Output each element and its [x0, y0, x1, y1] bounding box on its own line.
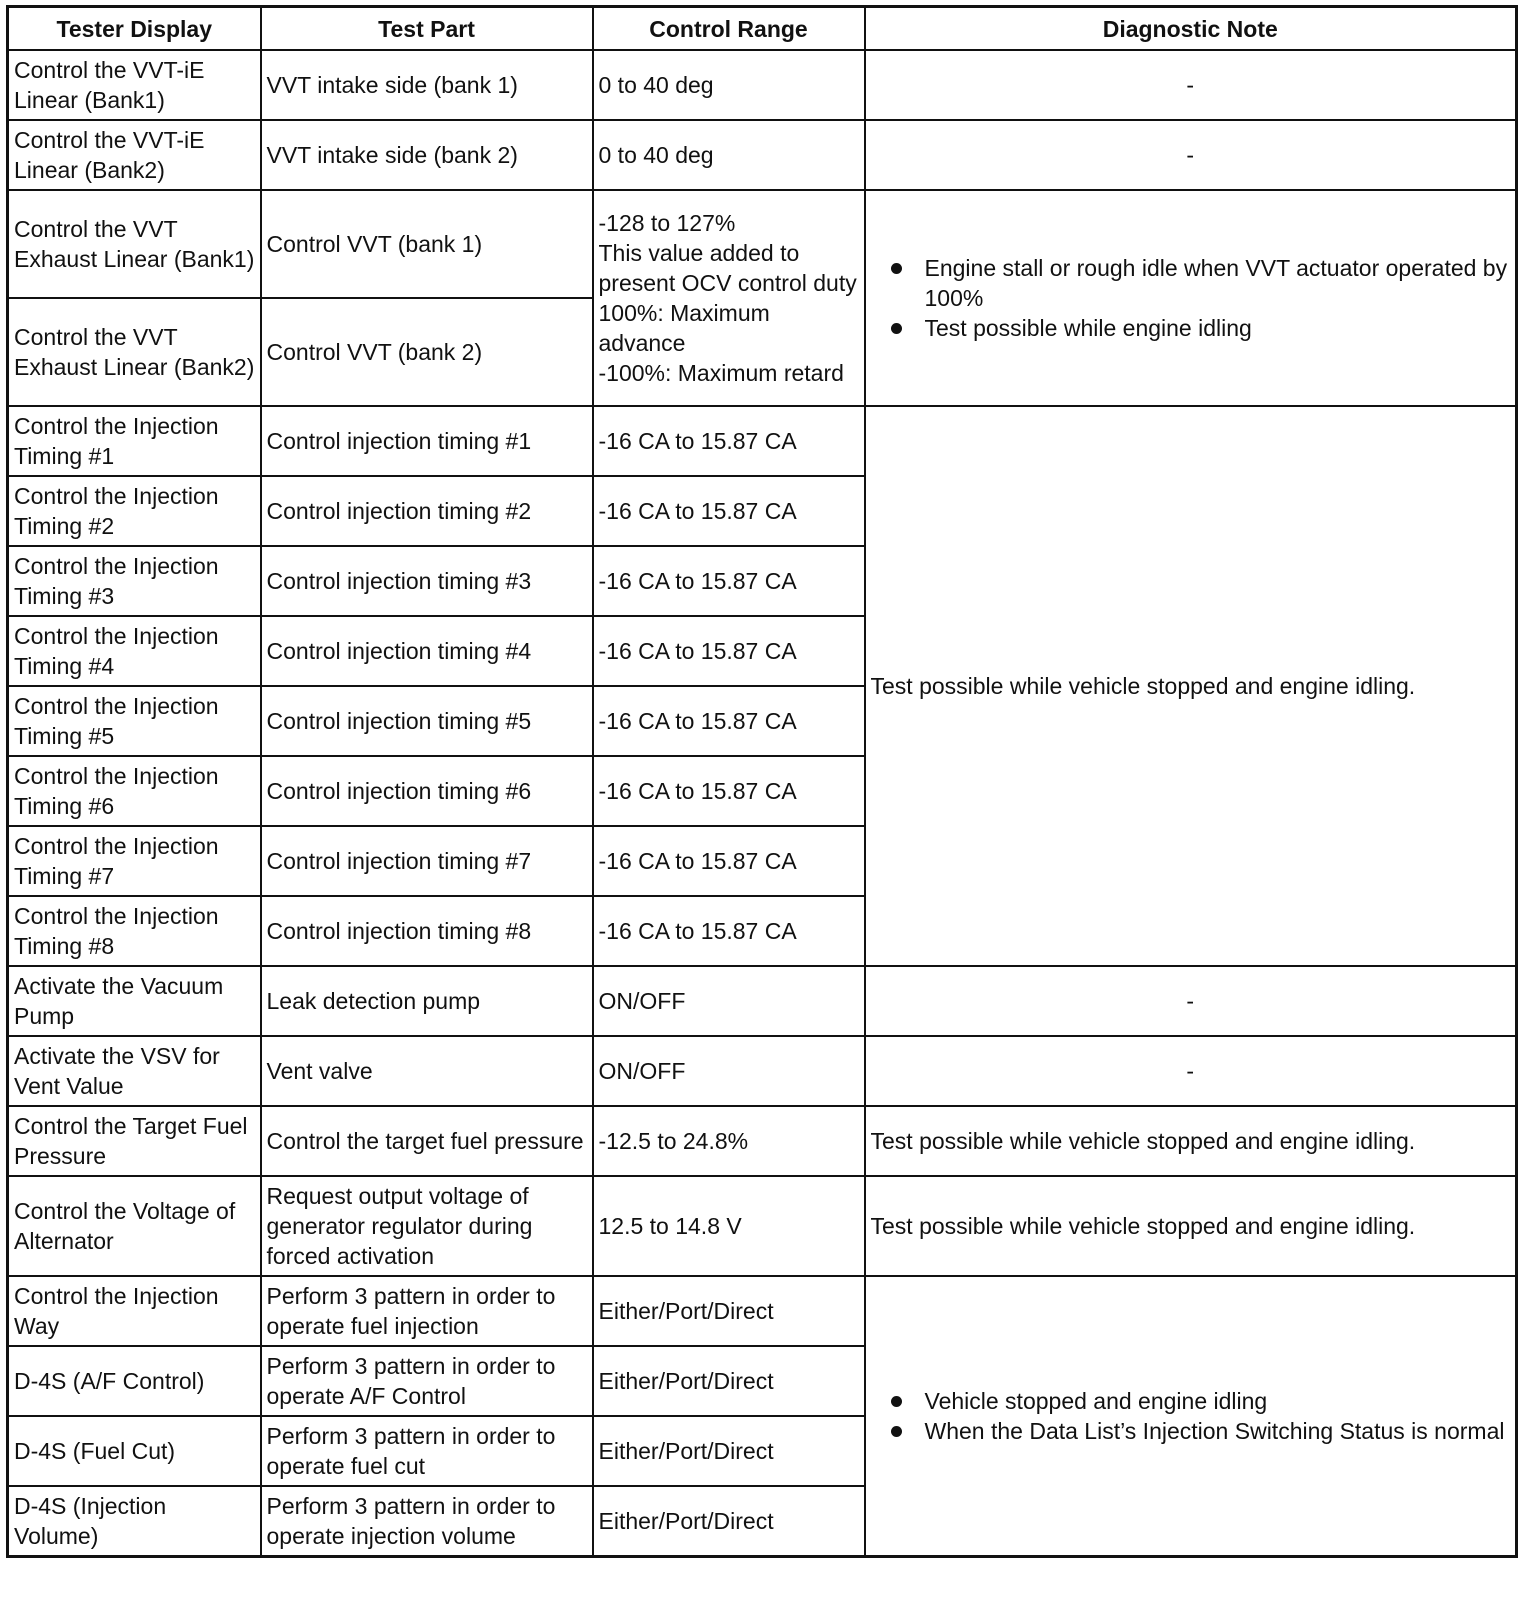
diagnostic-note-cell	[865, 1276, 1517, 1556]
control-range-cell: -16 CA to 15.87 CA	[593, 476, 865, 546]
table-row	[8, 120, 1517, 190]
test-part-cell: Perform 3 pattern in order to operate injection volume	[261, 1486, 593, 1556]
control-range-cell: Either/Port/Direct	[593, 1276, 865, 1346]
control-range-cell: -16 CA to 15.87 CA	[593, 896, 865, 966]
test-part-cell: Request output voltage of generator regulator during forced activation	[261, 1176, 593, 1276]
test-part-cell: VVT intake side (bank 1)	[261, 50, 593, 120]
control-range-cell: -16 CA to 15.87 CA	[593, 826, 865, 896]
test-part-cell: Perform 3 pattern in order to operate fuel injection	[261, 1276, 593, 1346]
note-bullet-item: When the Data List’s Injection Switching Status is normal	[891, 1416, 1511, 1446]
active-test-table	[6, 5, 1518, 1558]
note-bullet-item: Engine stall or rough idle when VVT actuator operated by 100%	[891, 253, 1511, 313]
tester-display-cell: D-4S (A/F Control)	[8, 1346, 261, 1416]
tester-display-cell: D-4S (Fuel Cut)	[8, 1416, 261, 1486]
table-row	[8, 1036, 1517, 1106]
table-row	[8, 1176, 1517, 1276]
range-line: -128 to 127%	[598, 210, 736, 236]
test-part-cell: Perform 3 pattern in order to operate fuel cut	[261, 1416, 593, 1486]
test-part-cell: Control injection timing #5	[261, 686, 593, 756]
diagnostic-note-cell: Test possible while vehicle stopped and engine idling.	[865, 1106, 1517, 1176]
tester-display-cell: Control the VVT-iE Linear (Bank1)	[8, 50, 261, 120]
control-range-cell: 0 to 40 deg	[593, 50, 865, 120]
tester-display-cell: Control the Injection Timing #3	[8, 546, 261, 616]
control-range-cell: -16 CA to 15.87 CA	[593, 546, 865, 616]
diagnostic-note-cell: Test possible while vehicle stopped and engine idling.	[865, 1176, 1517, 1276]
diagnostic-note-cell: -	[865, 120, 1517, 190]
control-range-cell: -16 CA to 15.87 CA	[593, 686, 865, 756]
tester-display-cell: Activate the VSV for Vent Value	[8, 1036, 261, 1106]
control-range-cell: Either/Port/Direct	[593, 1486, 865, 1556]
test-part-cell: Control VVT (bank 2)	[261, 298, 593, 406]
header-test-part: Test Part	[261, 7, 593, 51]
tester-display-cell: Control the VVT Exhaust Linear (Bank2)	[8, 298, 261, 406]
test-part-cell: Perform 3 pattern in order to operate A/F Control	[261, 1346, 593, 1416]
tester-display-cell: Control the Injection Timing #5	[8, 686, 261, 756]
table-row	[8, 50, 1517, 120]
control-range-cell: -16 CA to 15.87 CA	[593, 756, 865, 826]
tester-display-cell: Control the Injection Timing #2	[8, 476, 261, 546]
diagnostic-note-cell: Test possible while vehicle stopped and engine idling.	[865, 406, 1517, 966]
test-part-cell: Control injection timing #8	[261, 896, 593, 966]
tester-display-cell: Control the Target Fuel Pressure	[8, 1106, 261, 1176]
control-range-cell: -16 CA to 15.87 CA	[593, 616, 865, 686]
table-row	[8, 1276, 1517, 1346]
diagnostic-note-cell: -	[865, 966, 1517, 1036]
control-range-cell: Either/Port/Direct	[593, 1416, 865, 1486]
tester-display-cell: Control the VVT-iE Linear (Bank2)	[8, 120, 261, 190]
test-part-cell: Control the target fuel pressure	[261, 1106, 593, 1176]
note-bullet-list	[871, 253, 1511, 343]
table-row	[8, 966, 1517, 1036]
control-range-cell: 0 to 40 deg	[593, 120, 865, 190]
test-part-cell: Control injection timing #1	[261, 406, 593, 476]
table-row	[8, 1106, 1517, 1176]
control-range-cell: 12.5 to 14.8 V	[593, 1176, 865, 1276]
table-row	[8, 406, 1517, 476]
header-control-range: Control Range	[593, 7, 865, 51]
control-range-cell: ON/OFF	[593, 966, 865, 1036]
note-bullet-list	[871, 1386, 1511, 1446]
tester-display-cell: Control the Injection Timing #4	[8, 616, 261, 686]
test-part-cell: Leak detection pump	[261, 966, 593, 1036]
header-tester-display: Tester Display	[8, 7, 261, 51]
test-part-cell: Vent valve	[261, 1036, 593, 1106]
tester-display-cell: Control the VVT Exhaust Linear (Bank1)	[8, 190, 261, 298]
diagnostic-note-cell	[865, 190, 1517, 406]
tester-display-cell: Control the Injection Timing #7	[8, 826, 261, 896]
tester-display-cell: D-4S (Injection Volume)	[8, 1486, 261, 1556]
diagnostic-note-cell: -	[865, 50, 1517, 120]
header-row	[8, 7, 1517, 51]
test-part-cell: Control injection timing #3	[261, 546, 593, 616]
table-row	[8, 190, 1517, 298]
tester-display-cell: Control the Injection Way	[8, 1276, 261, 1346]
range-line: This value added to present OCV control duty	[598, 240, 857, 296]
control-range-cell: Either/Port/Direct	[593, 1346, 865, 1416]
test-part-cell: VVT intake side (bank 2)	[261, 120, 593, 190]
control-range-cell: ON/OFF	[593, 1036, 865, 1106]
tester-display-cell: Control the Injection Timing #6	[8, 756, 261, 826]
control-range-cell	[593, 190, 865, 406]
tester-display-cell: Activate the Vacuum Pump	[8, 966, 261, 1036]
note-bullet-item: Test possible while engine idling	[891, 313, 1511, 343]
test-part-cell: Control injection timing #2	[261, 476, 593, 546]
test-part-cell: Control injection timing #7	[261, 826, 593, 896]
test-part-cell: Control injection timing #6	[261, 756, 593, 826]
note-bullet-item: Vehicle stopped and engine idling	[891, 1386, 1511, 1416]
control-range-cell: -16 CA to 15.87 CA	[593, 406, 865, 476]
test-part-cell: Control injection timing #4	[261, 616, 593, 686]
test-part-cell: Control VVT (bank 1)	[261, 190, 593, 298]
tester-display-cell: Control the Injection Timing #1	[8, 406, 261, 476]
tester-display-cell: Control the Injection Timing #8	[8, 896, 261, 966]
range-line: 100%: Maximum advance	[598, 300, 770, 356]
diagnostic-note-cell: -	[865, 1036, 1517, 1106]
range-line: -100%: Maximum retard	[598, 360, 844, 386]
control-range-cell: -12.5 to 24.8%	[593, 1106, 865, 1176]
header-diagnostic-note: Diagnostic Note	[865, 7, 1517, 51]
tester-display-cell: Control the Voltage of Alternator	[8, 1176, 261, 1276]
